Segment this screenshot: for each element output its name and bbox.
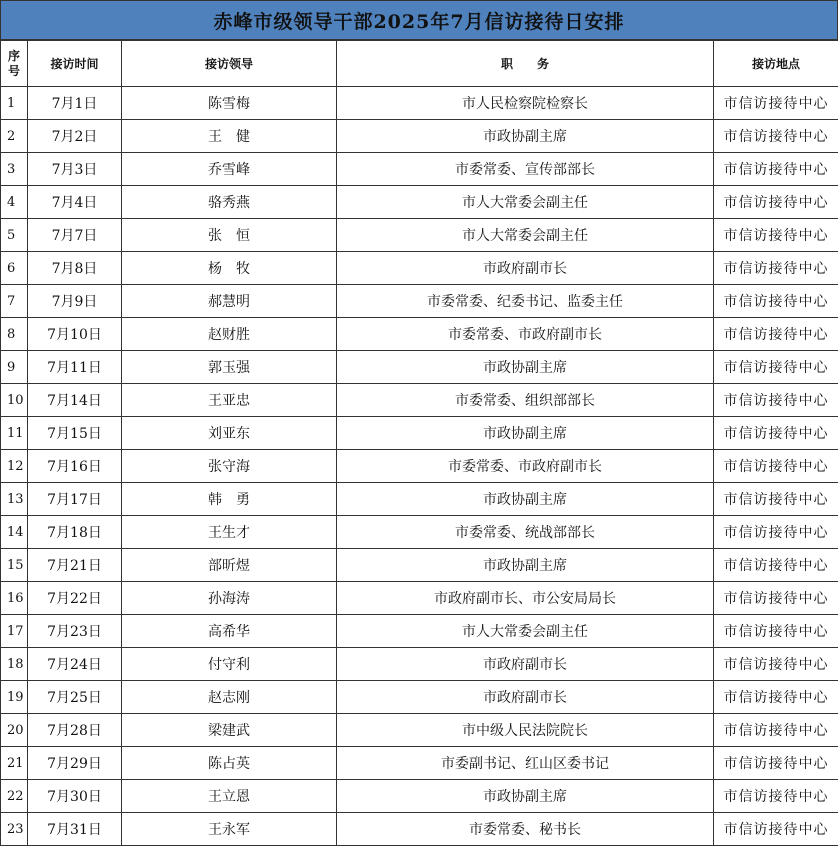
cell-location: 市信访接待中心 [714, 120, 838, 153]
cell-date: 7月3日 [28, 153, 122, 186]
cell-date: 7月17日 [28, 483, 122, 516]
cell-location: 市信访接待中心 [714, 582, 838, 615]
cell-date: 7月10日 [28, 318, 122, 351]
table-row [1, 417, 838, 450]
cell-seq: 15 [1, 549, 28, 582]
cell-location: 市信访接待中心 [714, 285, 838, 318]
cell-location: 市信访接待中心 [714, 780, 838, 813]
cell-position: 市委副书记、红山区委书记 [337, 747, 714, 780]
cell-seq: 10 [1, 384, 28, 417]
cell-seq: 13 [1, 483, 28, 516]
cell-seq: 11 [1, 417, 28, 450]
cell-position: 市人大常委会副主任 [337, 219, 714, 252]
cell-location: 市信访接待中心 [714, 153, 838, 186]
cell-position: 市人大常委会副主任 [337, 186, 714, 219]
cell-leader: 王立恩 [122, 780, 337, 813]
cell-seq: 3 [1, 153, 28, 186]
cell-position: 市委常委、市政府副市长 [337, 450, 714, 483]
cell-seq: 7 [1, 285, 28, 318]
table-row [1, 351, 838, 384]
table-row [1, 780, 838, 813]
table-row [1, 648, 838, 681]
cell-leader: 韩 勇 [122, 483, 337, 516]
cell-date: 7月14日 [28, 384, 122, 417]
cell-location: 市信访接待中心 [714, 318, 838, 351]
cell-seq: 8 [1, 318, 28, 351]
cell-date: 7月1日 [28, 87, 122, 120]
cell-position: 市政府副市长 [337, 681, 714, 714]
cell-location: 市信访接待中心 [714, 615, 838, 648]
cell-seq: 12 [1, 450, 28, 483]
table-row [1, 318, 838, 351]
table-row [1, 747, 838, 780]
cell-position: 市中级人民法院院长 [337, 714, 714, 747]
cell-position: 市委常委、市政府副市长 [337, 318, 714, 351]
cell-location: 市信访接待中心 [714, 219, 838, 252]
cell-location: 市信访接待中心 [714, 252, 838, 285]
cell-leader: 张 恒 [122, 219, 337, 252]
cell-location: 市信访接待中心 [714, 417, 838, 450]
table-row [1, 120, 838, 153]
cell-position: 市政协副主席 [337, 417, 714, 450]
table-row [1, 285, 838, 318]
cell-date: 7月8日 [28, 252, 122, 285]
cell-seq: 9 [1, 351, 28, 384]
cell-seq: 23 [1, 813, 28, 846]
cell-position: 市政协副主席 [337, 351, 714, 384]
cell-position: 市政协副主席 [337, 483, 714, 516]
table-row [1, 252, 838, 285]
table-row [1, 153, 838, 186]
cell-seq: 19 [1, 681, 28, 714]
cell-leader: 部昕煜 [122, 549, 337, 582]
cell-seq: 18 [1, 648, 28, 681]
cell-location: 市信访接待中心 [714, 450, 838, 483]
header-row [1, 41, 838, 87]
header-seq-line2: 号 [1, 64, 27, 79]
cell-date: 7月15日 [28, 417, 122, 450]
cell-seq: 4 [1, 186, 28, 219]
cell-date: 7月30日 [28, 780, 122, 813]
cell-position: 市政协副主席 [337, 780, 714, 813]
cell-date: 7月22日 [28, 582, 122, 615]
cell-date: 7月29日 [28, 747, 122, 780]
cell-leader: 孙海涛 [122, 582, 337, 615]
table-row [1, 219, 838, 252]
cell-leader: 郝慧明 [122, 285, 337, 318]
table-row [1, 384, 838, 417]
cell-seq: 5 [1, 219, 28, 252]
cell-position: 市委常委、纪委书记、监委主任 [337, 285, 714, 318]
table-row [1, 714, 838, 747]
cell-position: 市委常委、统战部部长 [337, 516, 714, 549]
cell-position: 市委常委、组织部部长 [337, 384, 714, 417]
cell-location: 市信访接待中心 [714, 747, 838, 780]
header-seq [1, 41, 28, 87]
cell-leader: 陈占英 [122, 747, 337, 780]
table-row [1, 615, 838, 648]
cell-date: 7月2日 [28, 120, 122, 153]
cell-leader: 王 健 [122, 120, 337, 153]
cell-position: 市政府副市长 [337, 252, 714, 285]
cell-location: 市信访接待中心 [714, 648, 838, 681]
schedule-table [0, 40, 838, 846]
cell-seq: 16 [1, 582, 28, 615]
cell-leader: 刘亚东 [122, 417, 337, 450]
cell-leader: 王永军 [122, 813, 337, 846]
cell-leader: 乔雪峰 [122, 153, 337, 186]
cell-date: 7月11日 [28, 351, 122, 384]
cell-position: 市委常委、宣传部部长 [337, 153, 714, 186]
cell-date: 7月23日 [28, 615, 122, 648]
cell-leader: 杨 牧 [122, 252, 337, 285]
cell-leader: 付守利 [122, 648, 337, 681]
table-row [1, 450, 838, 483]
cell-date: 7月4日 [28, 186, 122, 219]
cell-position: 市人大常委会副主任 [337, 615, 714, 648]
cell-location: 市信访接待中心 [714, 714, 838, 747]
cell-leader: 张守海 [122, 450, 337, 483]
cell-leader: 梁建武 [122, 714, 337, 747]
cell-location: 市信访接待中心 [714, 384, 838, 417]
header-position: 职 务 [337, 41, 714, 87]
cell-location: 市信访接待中心 [714, 483, 838, 516]
cell-position: 市人民检察院检察长 [337, 87, 714, 120]
cell-seq: 17 [1, 615, 28, 648]
table-row [1, 582, 838, 615]
cell-location: 市信访接待中心 [714, 351, 838, 384]
cell-seq: 2 [1, 120, 28, 153]
cell-leader: 赵志刚 [122, 681, 337, 714]
cell-seq: 20 [1, 714, 28, 747]
header-seq-line1: 序 [1, 49, 27, 64]
cell-seq: 22 [1, 780, 28, 813]
table-row [1, 516, 838, 549]
cell-location: 市信访接待中心 [714, 516, 838, 549]
cell-leader: 高希华 [122, 615, 337, 648]
cell-seq: 14 [1, 516, 28, 549]
table-row [1, 813, 838, 846]
cell-leader: 陈雪梅 [122, 87, 337, 120]
table-title: 赤峰市级领导干部2025年7月信访接待日安排 [1, 0, 838, 40]
header-date: 接访时间 [28, 41, 122, 87]
cell-leader: 赵财胜 [122, 318, 337, 351]
cell-seq: 21 [1, 747, 28, 780]
cell-location: 市信访接待中心 [714, 87, 838, 120]
cell-date: 7月21日 [28, 549, 122, 582]
cell-date: 7月7日 [28, 219, 122, 252]
cell-date: 7月31日 [28, 813, 122, 846]
table-row [1, 87, 838, 120]
cell-position: 市政府副市长 [337, 648, 714, 681]
cell-position: 市政协副主席 [337, 120, 714, 153]
cell-date: 7月18日 [28, 516, 122, 549]
cell-date: 7月24日 [28, 648, 122, 681]
cell-position: 市政协副主席 [337, 549, 714, 582]
cell-leader: 骆秀燕 [122, 186, 337, 219]
cell-leader: 王生才 [122, 516, 337, 549]
cell-location: 市信访接待中心 [714, 549, 838, 582]
cell-date: 7月9日 [28, 285, 122, 318]
cell-location: 市信访接待中心 [714, 681, 838, 714]
cell-position: 市政府副市长、市公安局局长 [337, 582, 714, 615]
cell-position: 市委常委、秘书长 [337, 813, 714, 846]
cell-leader: 王亚忠 [122, 384, 337, 417]
cell-seq: 1 [1, 87, 28, 120]
header-location: 接访地点 [714, 41, 838, 87]
cell-leader: 郭玉强 [122, 351, 337, 384]
cell-date: 7月28日 [28, 714, 122, 747]
table-row [1, 186, 838, 219]
header-leader: 接访领导 [122, 41, 337, 87]
cell-location: 市信访接待中心 [714, 186, 838, 219]
cell-seq: 6 [1, 252, 28, 285]
cell-location: 市信访接待中心 [714, 813, 838, 846]
cell-date: 7月16日 [28, 450, 122, 483]
table-row [1, 549, 838, 582]
table-row [1, 483, 838, 516]
table-row [1, 681, 838, 714]
cell-date: 7月25日 [28, 681, 122, 714]
